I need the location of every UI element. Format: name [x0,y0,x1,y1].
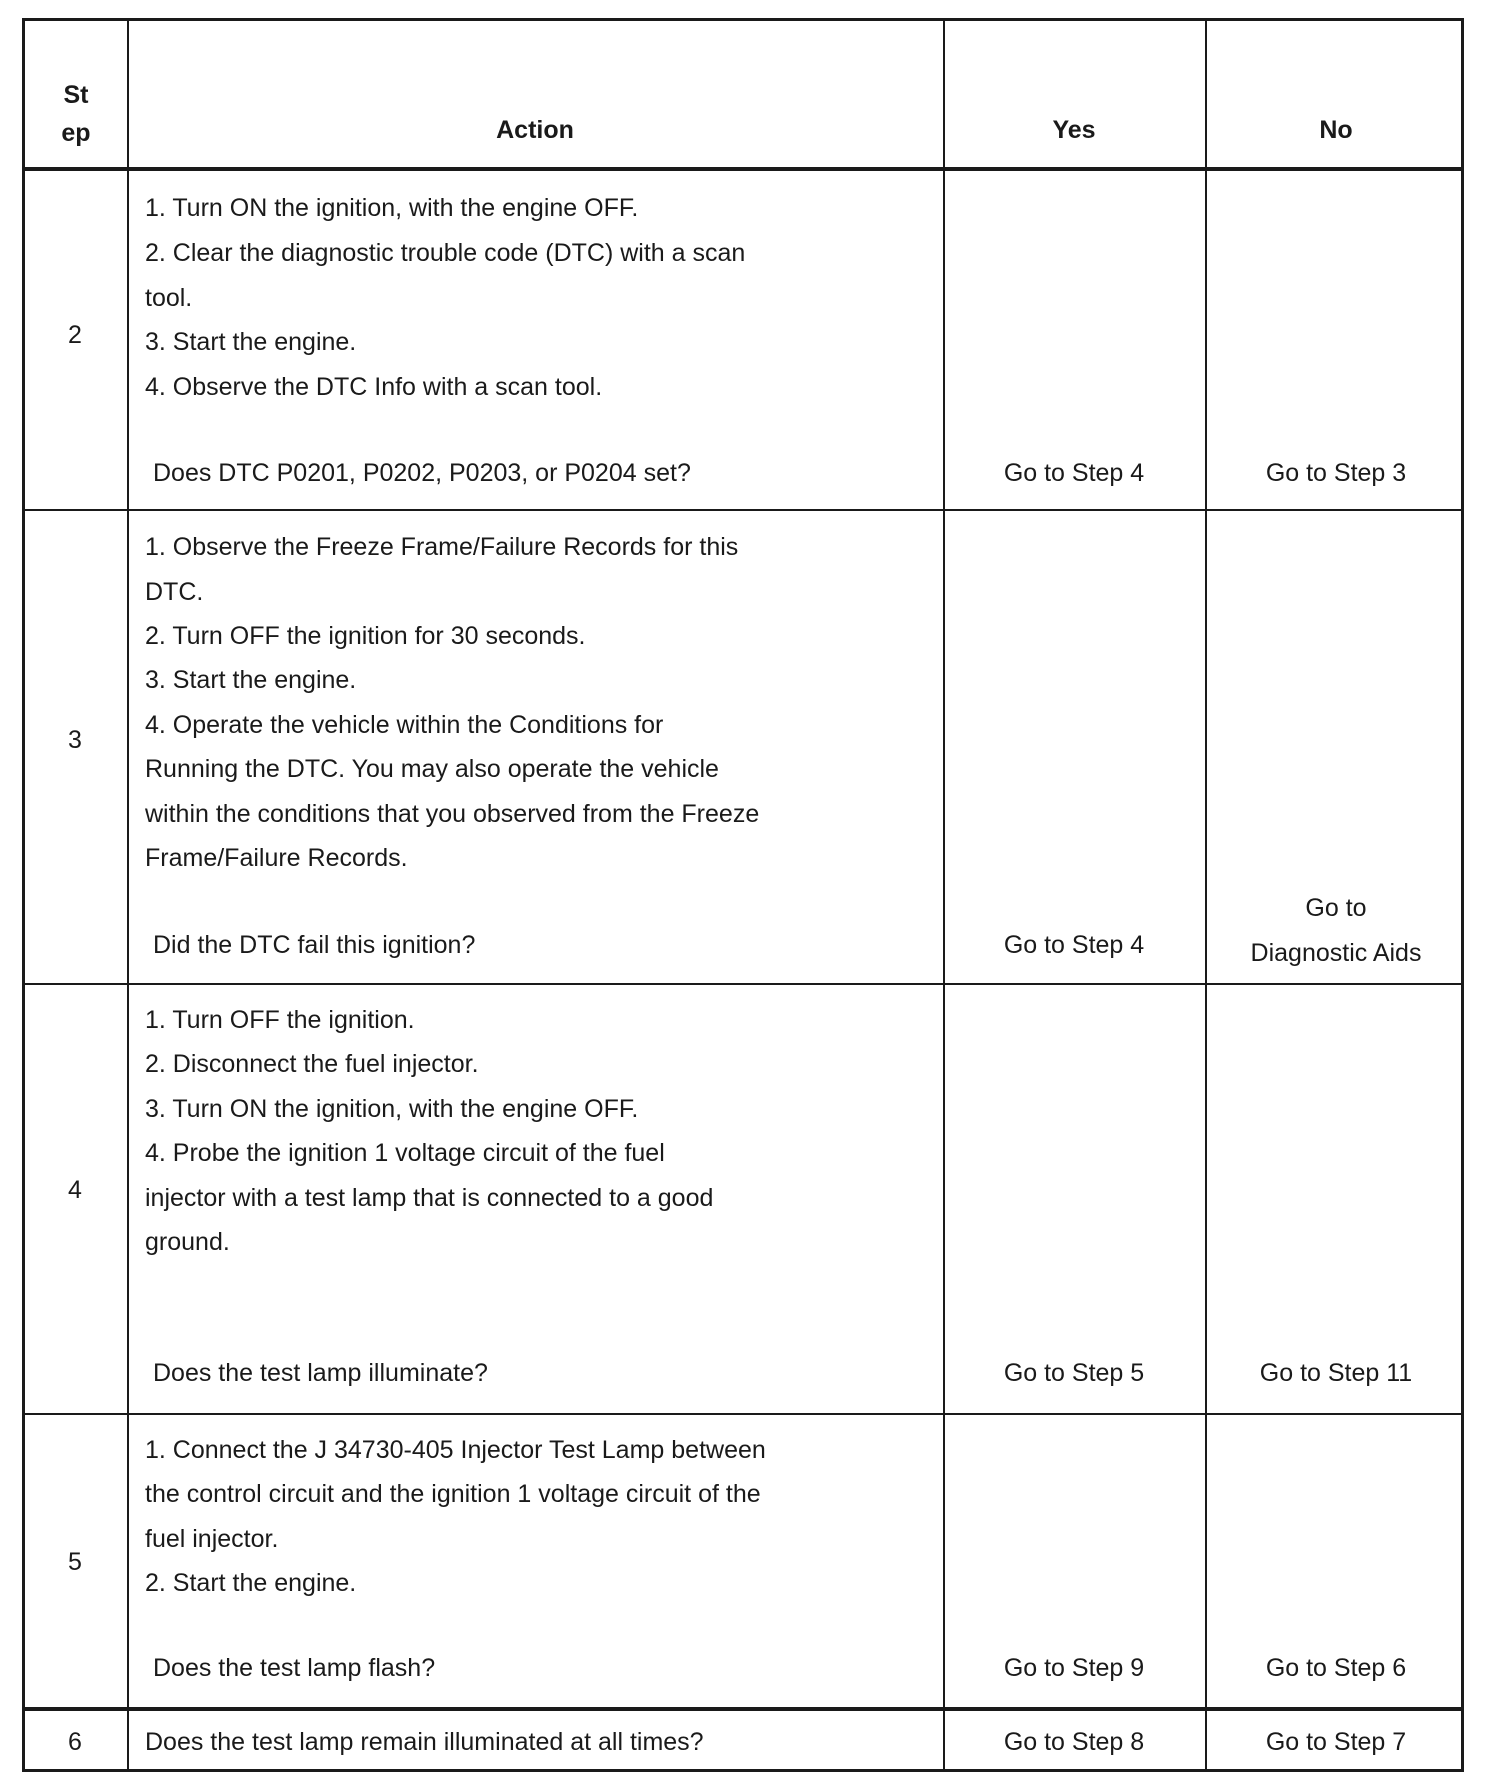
action-line: 2. Turn OFF the ignition for 30 seconds. [145,622,586,650]
no-link[interactable]: Go to Step 3 [1265,459,1407,487]
no-link-line1: Go to [1305,894,1367,922]
action-line: 4. Operate the vehicle within the Conditions for [145,711,664,739]
header-step-line2: ep [61,119,91,147]
action-line: 2. Disconnect the fuel injector. [145,1050,479,1078]
action-question: Does DTC P0201, P0202, P0203, or P0204 set? [153,459,691,487]
header-step [25,76,127,152]
diagnostic-table [22,18,1464,1772]
header-no: No [1319,116,1353,144]
action-line: 1. Turn OFF the ignition. [145,1006,415,1034]
action-line: within the conditions that you observed from the Freeze [145,800,760,828]
action-line: DTC. [145,578,204,606]
yes-link[interactable]: Go to Step 4 [1003,459,1145,487]
action-question: Does the test lamp remain illuminated at all times? [145,1728,704,1756]
yes-link[interactable]: Go to Step 8 [1003,1728,1145,1756]
header-divider [25,167,1461,171]
action-line: tool. [145,284,193,312]
row-divider-4 [25,1413,1461,1415]
row-divider-3 [25,983,1461,985]
no-link[interactable]: Go to Step 6 [1265,1654,1407,1682]
action-line: 2. Clear the diagnostic trouble code (DTC) with a scan [145,239,746,267]
action-line: injector with a test lamp that is connected to a good [145,1184,714,1212]
action-line: 3. Start the engine. [145,666,357,694]
yes-link[interactable]: Go to Step 9 [1003,1654,1145,1682]
action-line: 3. Turn ON the ignition, with the engine OFF. [145,1095,639,1123]
step-number: 3 [68,726,82,754]
header-step-line1: St [63,81,89,109]
col-divider-action [943,21,945,1769]
step-number: 6 [68,1728,82,1756]
action-line: ground. [145,1228,230,1256]
step-number: 5 [68,1548,82,1576]
action-line: 2. Start the engine. [145,1569,357,1597]
yes-link[interactable]: Go to Step 5 [1003,1359,1145,1387]
no-link-line2: Diagnostic Aids [1250,939,1422,967]
no-link[interactable]: Go to Step 7 [1265,1728,1407,1756]
row-divider-2 [25,509,1461,511]
action-line: 4. Observe the DTC Info with a scan tool. [145,373,603,401]
action-line: 3. Start the engine. [145,328,357,356]
action-question: Does the test lamp flash? [153,1654,436,1682]
no-link[interactable] [1205,886,1467,976]
action-line: 1. Observe the Freeze Frame/Failure Records for this [145,533,739,561]
row-divider-5 [25,1707,1461,1711]
action-line: Running the DTC. You may also operate the vehicle [145,755,719,783]
action-line: the control circuit and the ignition 1 voltage circuit of the [145,1480,761,1508]
header-yes: Yes [1052,116,1096,144]
step-number: 2 [68,321,82,349]
action-line: Frame/Failure Records. [145,844,408,872]
action-line: 1. Connect the J 34730-405 Injector Test Lamp between [145,1436,766,1464]
action-line: fuel injector. [145,1525,279,1553]
no-link[interactable]: Go to Step 11 [1259,1359,1413,1387]
step-number: 4 [68,1176,82,1204]
action-line: 1. Turn ON the ignition, with the engine OFF. [145,194,639,222]
action-line: 4. Probe the ignition 1 voltage circuit of the fuel [145,1139,665,1167]
action-question: Did the DTC fail this ignition? [153,931,476,959]
yes-link[interactable]: Go to Step 4 [1003,931,1145,959]
header-action: Action [496,116,574,144]
action-question: Does the test lamp illuminate? [153,1359,488,1387]
col-divider-step [127,21,129,1769]
